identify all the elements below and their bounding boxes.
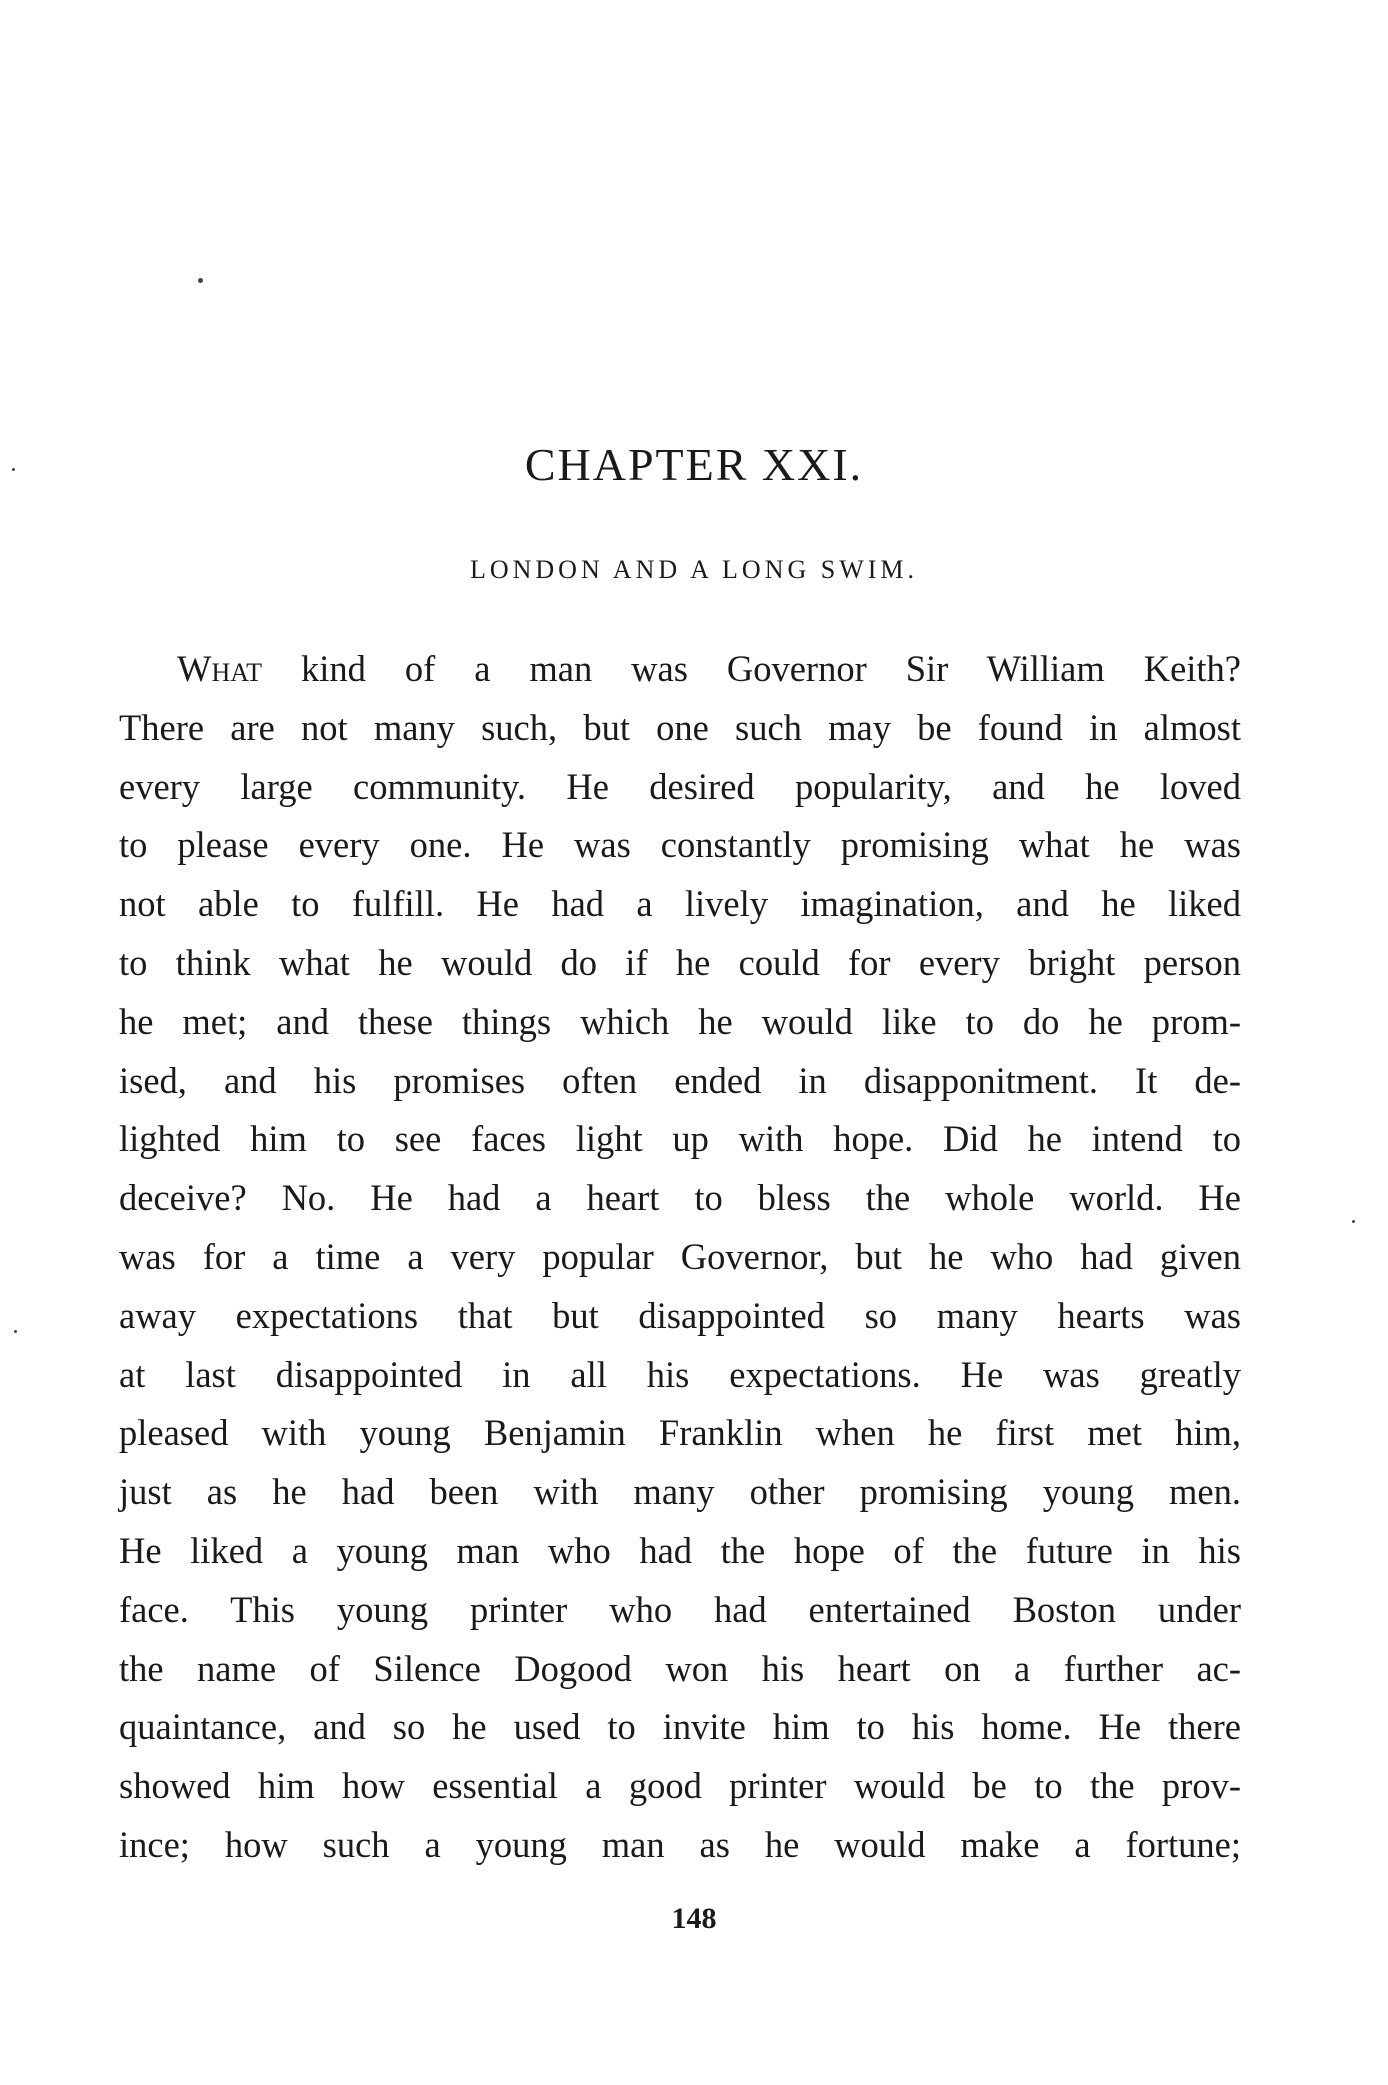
scan-speck bbox=[14, 1330, 17, 1333]
text-line: ince; how such a young man as he would make a fortune; bbox=[119, 1823, 1241, 1865]
opening-word: What bbox=[177, 648, 263, 689]
text-line: He liked a young man who had the hope of the future in his bbox=[119, 1529, 1241, 1571]
text-line: the name of Silence Dogood won his heart on a further ac- bbox=[119, 1647, 1241, 1689]
page-number: 148 bbox=[671, 1902, 717, 1935]
scan-speck bbox=[198, 278, 203, 283]
text-line: pleased with young Benjamin Franklin when he first met him, bbox=[119, 1412, 1241, 1454]
text-line: to think what he would do if he could for every bright person bbox=[119, 941, 1241, 983]
text-line: What kind of a man was Governor Sir William Keith? bbox=[177, 648, 1241, 689]
chapter-title: CHAPTER XXI. bbox=[524, 439, 864, 490]
text-line: showed him how essential a good printer would be to the prov- bbox=[119, 1765, 1241, 1807]
text-line: to please every one. He was constantly promising what he was bbox=[119, 824, 1241, 866]
text-line: deceive? No. He had a heart to bless the whole world. He bbox=[119, 1177, 1241, 1219]
text-line: just as he had been with many other promising young men. bbox=[119, 1471, 1241, 1513]
text-line: face. This young printer who had entertained Boston under bbox=[119, 1588, 1241, 1630]
chapter-subtitle: LONDON AND A LONG SWIM. bbox=[469, 555, 919, 584]
text-line: not able to fulfill. He had a lively imagination, and he liked bbox=[119, 883, 1241, 925]
text-line: lighted him to see faces light up with hope. Did he intend to bbox=[119, 1118, 1241, 1160]
text-line: away expectations that but disappointed so many hearts was bbox=[119, 1294, 1241, 1336]
text-line: was for a time a very popular Governor, but he who had given bbox=[119, 1235, 1241, 1277]
text-line: ised, and his promises often ended in disapponitment. It de- bbox=[119, 1059, 1241, 1101]
text-line: There are not many such, but one such may be found in almost bbox=[119, 706, 1241, 748]
text-line: quaintance, and so he used to invite him to his home. He there bbox=[119, 1706, 1241, 1748]
text-line: at last disappointed in all his expectations. He was greatly bbox=[119, 1353, 1241, 1395]
text-line: every large community. He desired popularity, and he loved bbox=[119, 765, 1241, 807]
body-text bbox=[119, 640, 1241, 1875]
scan-speck bbox=[1352, 1220, 1355, 1223]
text-line: he met; and these things which he would like to do he prom- bbox=[119, 1000, 1241, 1042]
